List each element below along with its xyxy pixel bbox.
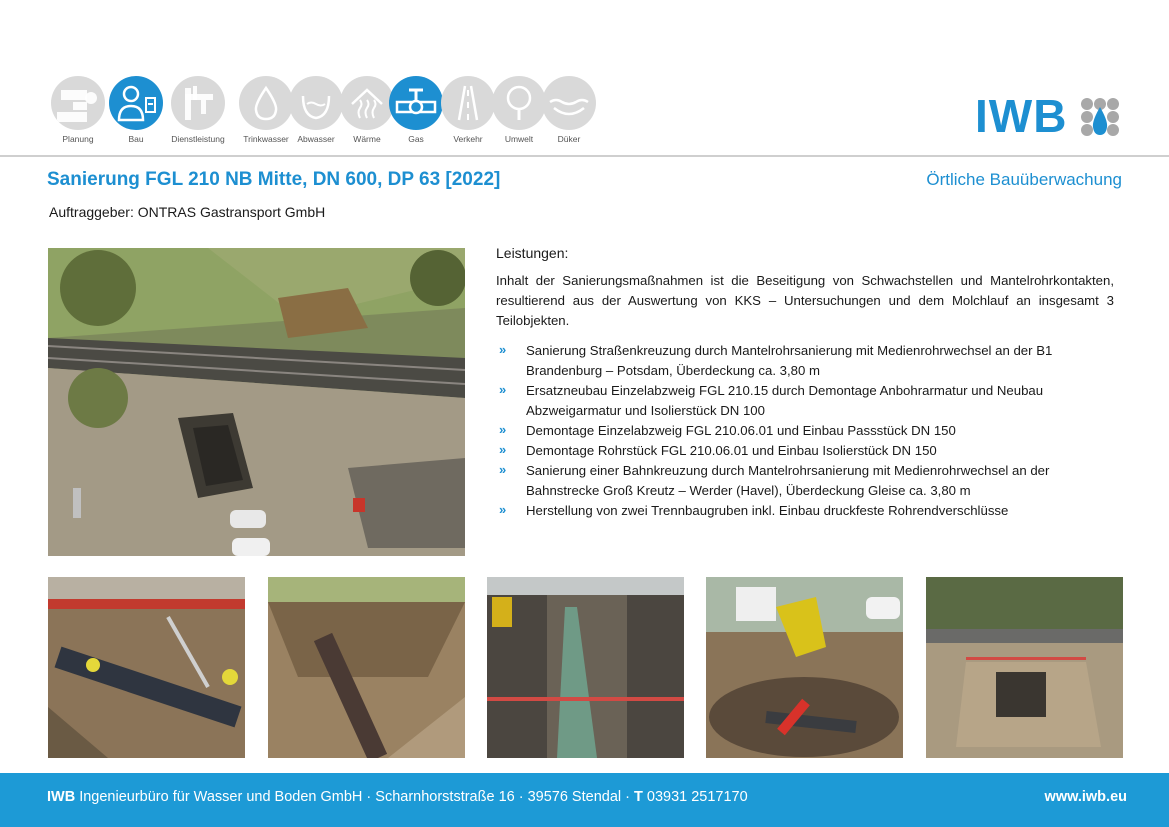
footer-company-short: IWB — [47, 789, 76, 805]
category-bau[interactable] — [108, 76, 164, 144]
services-list — [496, 341, 1114, 521]
gas-valve-icon — [389, 76, 443, 130]
header-divider — [0, 155, 1169, 157]
category-label: Abwasser — [297, 134, 335, 144]
list-item — [496, 421, 1114, 441]
water-drop-icon — [239, 76, 293, 130]
category-label: Bau — [128, 134, 144, 144]
list-item — [496, 341, 1114, 381]
category-label: Verkehr — [453, 134, 483, 144]
chevron-bullet-icon: » — [499, 382, 507, 397]
photo-pipe-excavation-2 — [268, 577, 465, 758]
footer-website-link[interactable]: www.iwb.eu — [1044, 789, 1127, 805]
category-abwasser[interactable] — [288, 76, 344, 144]
list-item-text: Demontage Einzelabzweig FGL 210.06.01 und Einbau Passstück DN 150 — [526, 423, 956, 438]
footer-phone-label: T — [634, 789, 643, 805]
category-dienstleistung[interactable] — [170, 76, 226, 144]
chevron-bullet-icon: » — [499, 342, 507, 357]
project-title: Sanierung FGL 210 NB Mitte, DN 600, DP 63 [2022] — [47, 169, 501, 190]
footer-bar — [0, 773, 1169, 827]
heat-icon — [340, 76, 394, 130]
category-umwelt[interactable] — [491, 76, 547, 144]
category-waerme[interactable] — [339, 76, 395, 144]
category-planung[interactable] — [50, 76, 106, 144]
chevron-bullet-icon: » — [499, 502, 507, 517]
category-label: Planung — [62, 134, 94, 144]
company-logo — [975, 90, 1125, 142]
list-item-text: Sanierung einer Bahnkreuzung durch Mantelrohrsanierung mit Medienrohrwechsel an der Bahnstrecke Groß Kreutz – Werder (Havel), Überdeckung Gleise ca. 3,80 m — [526, 463, 1050, 498]
road-icon — [441, 76, 495, 130]
culvert-icon — [542, 76, 596, 130]
services-section — [496, 243, 1114, 521]
logo-text: IWB — [975, 90, 1068, 142]
logo-drop-mark — [1080, 97, 1126, 141]
list-item-text: Ersatzneubau Einzelabzweig FGL 210.15 durch Demontage Anbohrarmatur und Neubau Abzweigarmatur und Isolierstück DN 100 — [526, 383, 1044, 418]
category-verkehr[interactable] — [440, 76, 496, 144]
list-item — [496, 381, 1114, 421]
caliper-icon — [171, 76, 225, 130]
main-aerial-photo — [48, 248, 465, 556]
footer-company-address: Ingenieurbüro für Wasser und Boden GmbH · Scharnhorststraße 16 · 39576 Stendal · — [75, 789, 634, 805]
list-item — [496, 461, 1114, 501]
chevron-bullet-icon: » — [499, 422, 507, 437]
category-trinkwasser[interactable] — [238, 76, 294, 144]
list-item — [496, 501, 1114, 521]
worker-icon — [109, 76, 163, 130]
category-label: Gas — [408, 134, 424, 144]
category-label: Umwelt — [504, 134, 534, 144]
footer-address — [47, 789, 748, 805]
tree-icon — [492, 76, 546, 130]
footer-phone: 03931 2517170 — [642, 789, 748, 805]
category-gas[interactable] — [388, 76, 444, 144]
category-label: Trinkwasser — [243, 134, 289, 144]
category-label: Düker — [557, 134, 581, 144]
list-item-text: Demontage Rohrstück FGL 210.06.01 und Einbau Isolierstück DN 150 — [526, 443, 937, 458]
category-label: Dienstleistung — [171, 134, 225, 144]
service-label: Örtliche Bauüberwachung — [926, 170, 1122, 189]
services-heading: Leistungen: — [496, 245, 569, 261]
list-item-text: Herstellung von zwei Trennbaugruben inkl. Einbau druckfeste Rohrendverschlüsse — [526, 503, 1009, 518]
list-item — [496, 441, 1114, 461]
photo-excavator-pit — [706, 577, 903, 758]
category-label: Wärme — [353, 134, 381, 144]
chevron-bullet-icon: » — [499, 462, 507, 477]
services-intro: Inhalt der Sanierungsmaßnahmen ist die Beseitigung von Schwachstellen und Mantelrohrkontakten, resultierend aus der Auswertung von KKS – Untersuchungen und dem Molchlauf an insgesamt 3 Teilobjekten. — [496, 273, 1114, 328]
client-label: Auftraggeber: ONTRAS Gastransport GmbH — [49, 204, 326, 220]
photo-aerial-pit — [926, 577, 1123, 758]
photo-trench-pipeline — [487, 577, 684, 758]
planning-icon — [51, 76, 105, 130]
category-dueker[interactable] — [541, 76, 597, 144]
list-item-text: Sanierung Straßenkreuzung durch Mantelrohrsanierung mit Medienrohrwechsel an der B1 Brandenburg – Potsdam, Überdeckung ca. 3,80 m — [526, 343, 1053, 378]
photo-pipe-excavation-1 — [48, 577, 245, 758]
wastewater-icon — [289, 76, 343, 130]
chevron-bullet-icon: » — [499, 442, 507, 457]
